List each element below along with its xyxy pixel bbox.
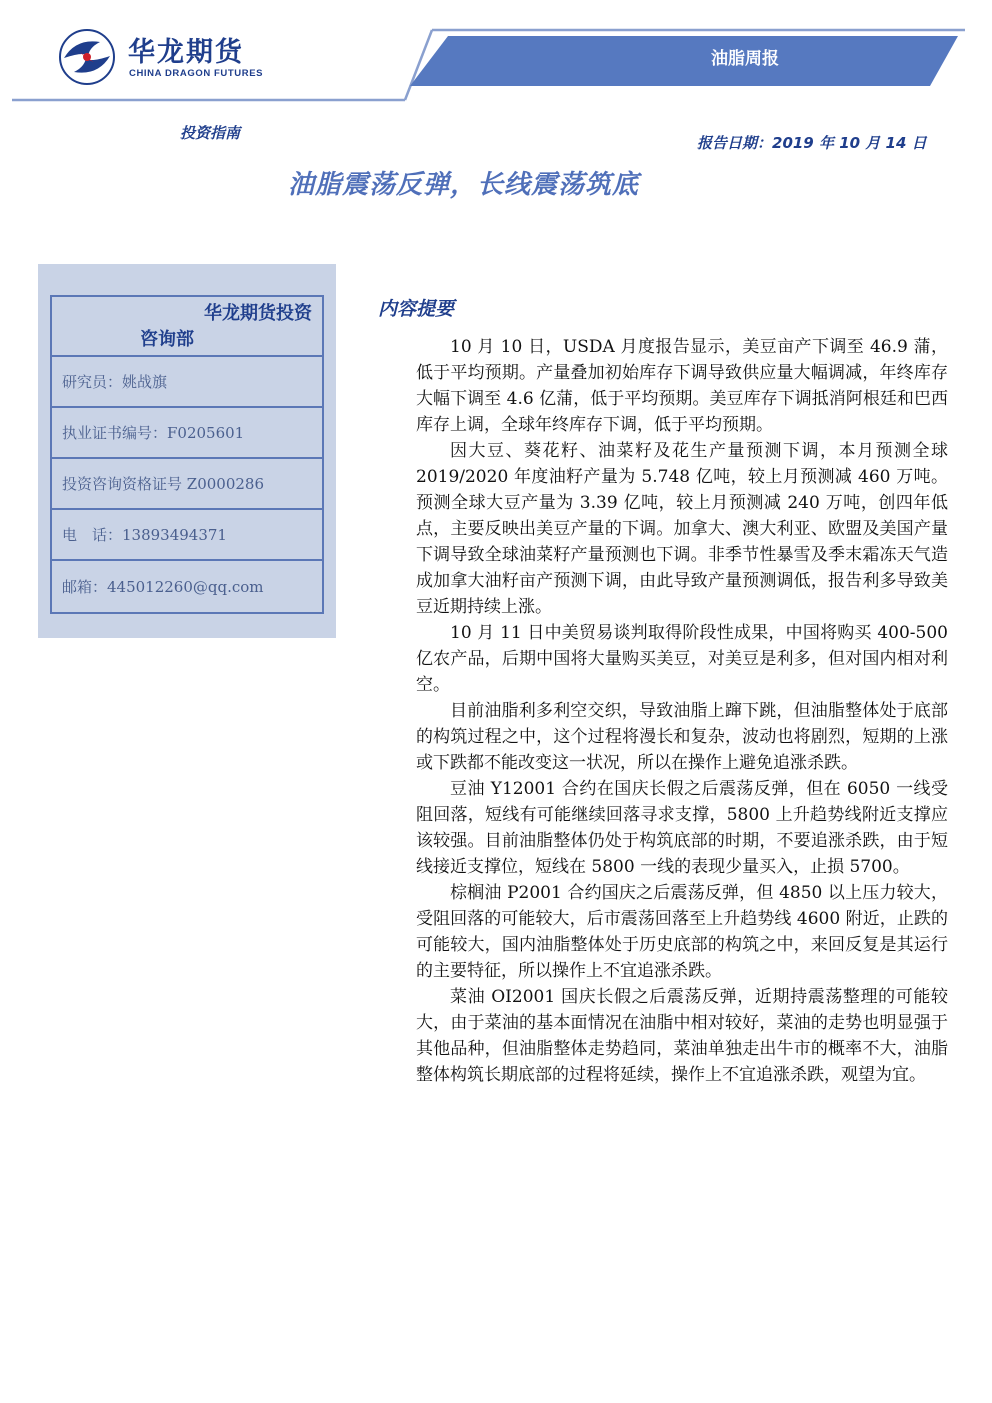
summary-heading: 内容提要: [378, 298, 455, 320]
report-type-label: 油脂周报: [711, 49, 779, 69]
dragon-swirl-logo-icon: [58, 28, 116, 86]
summary-paragraph: 10 月 11 日中美贸易谈判取得阶段性成果，中国将购买 400-500 亿农产品，后期中国将大量购买美豆，对美豆是利多，但对国内相对利空。: [416, 623, 948, 695]
company-name-en: CHINA DRAGON FUTURES: [129, 68, 264, 79]
guide-label: 投资指南: [180, 124, 241, 142]
contact-box: [50, 295, 324, 614]
report-date: 报告日期：2019 年 10 月 14 日: [697, 134, 927, 152]
qualification-number-row: 投资咨询资格证号 Z0000286: [52, 459, 322, 510]
summary-paragraph: 因大豆、葵花籽、油菜籽及花生产量预测下调，本月预测全球 2019/2020 年度油籽产量为 5.748 亿吨，较上月预测减 460 万吨。预测全球大豆产量为 3.39 亿吨，较上月预测减 240 万吨，创四年低点，主要反映出美豆产量的下调。加拿大、澳大利亚、欧盟及美国产量下调导致全球油菜籽产量预测也下调。非季节性暴雪及季末霜冻天气造成加拿大油籽亩产预测下调，由此导致产量预测调低，报告利多导致美豆近期持续上涨。: [416, 441, 948, 617]
license-number-row: 执业证书编号：F0205601: [52, 408, 322, 459]
department-name: [52, 297, 322, 357]
company-logo: [58, 28, 318, 88]
department-name-line2: 咨询部: [140, 329, 194, 350]
summary-paragraph: 菜油 OI2001 国庆长假之后震荡反弹，近期持震荡整理的可能较大，由于菜油的基本面情况在油脂中相对较好，菜油的走势也明显强于其他品种，但油脂整体走势趋同，菜油单独走出牛市的概率不大，油脂整体构筑长期底部的过程将延续，操作上不宜追涨杀跌，观望为宜。: [416, 987, 948, 1085]
researcher-row: 研究员：姚战旗: [52, 357, 322, 408]
department-name-line1: 华龙期货投资: [204, 303, 312, 324]
email-row: 邮箱：445012260@qq.com: [62, 578, 264, 596]
phone-row: 电 话：13893494371: [52, 510, 322, 561]
page-header: [0, 0, 992, 110]
summary-paragraph: 豆油 Y12001 合约在国庆长假之后震荡反弹，但在 6050 一线受阻回落，短线有可能继续回落寻求支撑，5800 上升趋势线附近支撑应该较强。目前油脂整体仍处于构筑底部的时期，不要追涨杀跌，由于短线接近支撑位，短线在 5800 一线的表现少量买入，止损 5700。: [416, 779, 948, 877]
summary-paragraph: 棕榈油 P2001 合约国庆之后震荡反弹，但 4850 以上压力较大，受阻回落的可能较大，后市震荡回落至上升趋势线 4600 附近，止跌的可能较大，国内油脂整体处于历史底部的构筑之中，来回反复是其运行的主要特征，所以操作上不宜追涨杀跌。: [416, 883, 948, 981]
summary-paragraph: 10 月 10 日，USDA 月度报告显示，美豆亩产下调至 46.9 蒲，低于平均预期。产量叠加初始库存下调导致供应量大幅调减，年终库存大幅下调至 4.6 亿蒲，低于平均预期。美豆库存下调抵消阿根廷和巴西库存上调，全球年终库存下调，低于平均预期。: [416, 337, 948, 435]
summary-paragraph: 目前油脂利多利空交织，导致油脂上蹿下跳，但油脂整体处于底部的构筑过程之中，这个过程将漫长和复杂，波动也将剧烈，短期的上涨或下跌都不能改变这一状况，所以在操作上避免追涨杀跌。: [416, 701, 948, 773]
company-name-cn: 华龙期货: [128, 37, 244, 68]
summary-body: [416, 334, 948, 1088]
contact-sidebar: [38, 264, 336, 638]
page-title: 油脂震荡反弹，长线震荡筑底: [288, 170, 640, 200]
